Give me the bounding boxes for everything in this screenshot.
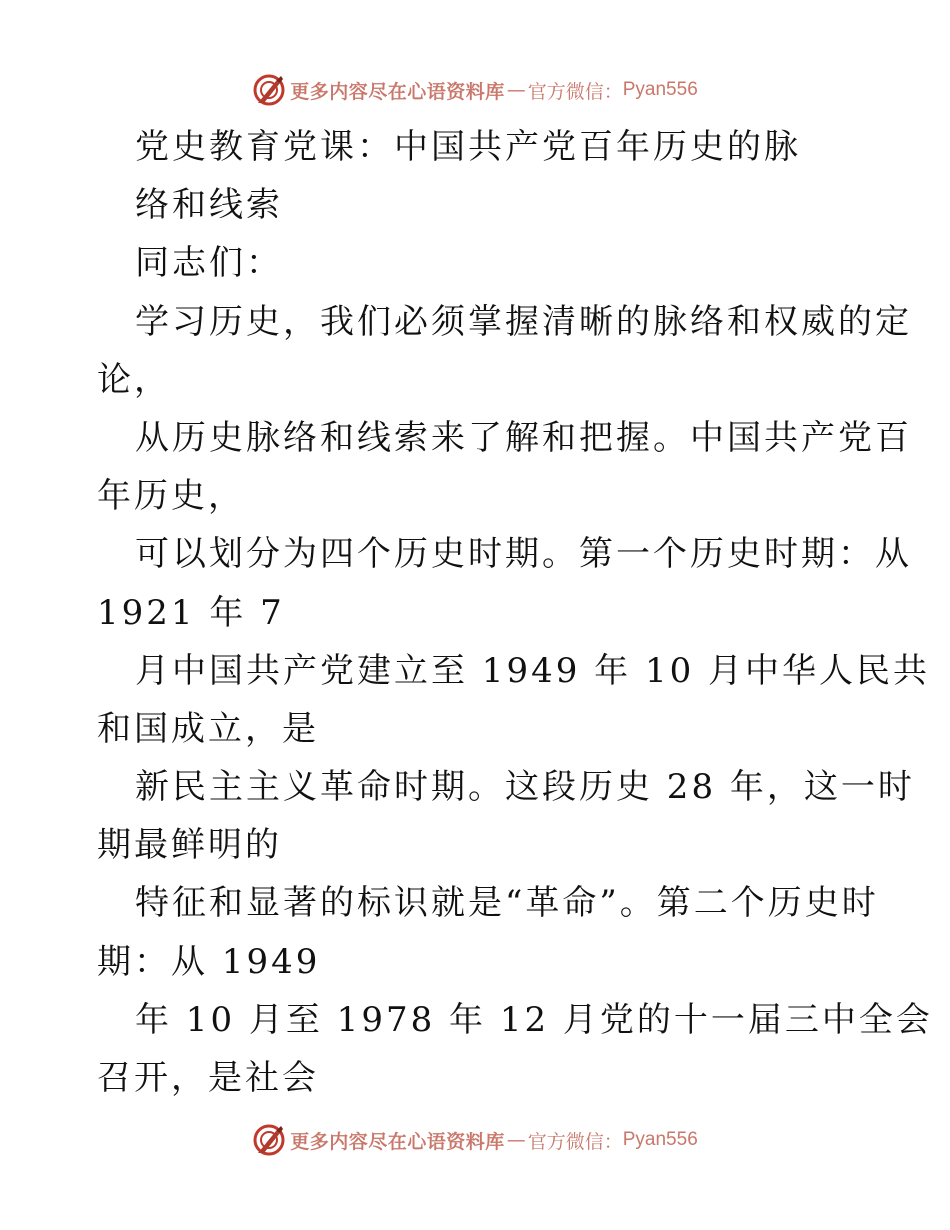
banner-wechat-id: Pyan556 [622,1129,698,1150]
banner-dash: — [506,79,526,101]
text-line: 新民主主义革命时期。这段历史 28 年，这一时 [135,767,915,808]
text-line: 年历史， [97,476,245,517]
text-line: 从历史脉络和线索来了解和把握。中国共产党百 [135,417,912,458]
text-line: 月中国共产党建立至 1949 年 10 月中华人民共 [135,650,931,691]
text-line: 和国成立，是 [97,708,319,749]
banner-dash: — [506,1129,526,1151]
banner-sub-text: 官方微信： [527,80,623,103]
text-line: 同志们： [135,243,283,284]
text-line: 期最鲜明的 [97,825,282,866]
text-line: 特征和显著的标识就是“革命”。第二个历史时 [135,883,879,924]
text-line: 可以划分为四个历史时期。第一个历史时期：从 [135,534,912,575]
text-line: 党史教育党课：中国共产党百年历史的脉 [135,127,801,167]
banner-main-text: 更多内容尽在心语资料库 [290,1130,505,1153]
text-line: 络和线索 [135,185,283,226]
pen-logo-icon [252,1123,286,1157]
text-line: 论， [97,359,171,400]
banner-main-text: 更多内容尽在心语资料库 [290,80,505,103]
text-line: 期：从 1949 [97,941,321,982]
text-line: 召开，是社会 [97,1058,319,1098]
text-line: 学习历史，我们必须掌握清晰的脉络和权威的定 [135,301,912,342]
banner-wechat-id: Pyan556 [622,79,698,100]
text-line: 年 10 月至 1978 年 12 月党的十一届三中全会 [135,999,933,1040]
banner-sub-text: 官方微信： [527,1130,623,1153]
document-body [97,118,933,1107]
text-line: 1921 年 7 [97,592,285,633]
header-watermark-banner [0,68,950,112]
footer-watermark-banner [0,1118,950,1162]
pen-logo-icon [252,73,286,107]
